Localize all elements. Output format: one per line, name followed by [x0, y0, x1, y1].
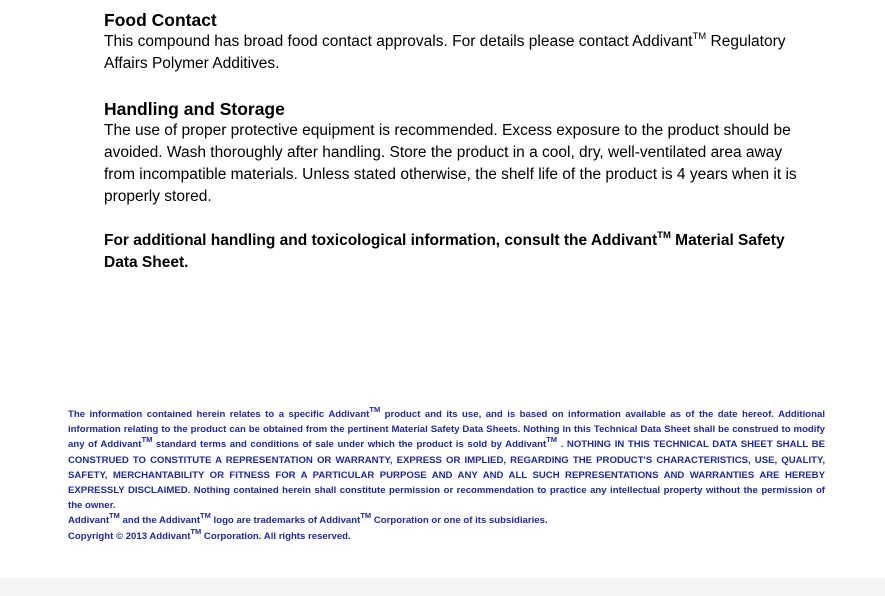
trademark-superscript: TM [657, 230, 671, 241]
disclaimer-part-a: The information contained herein relates to a specific Addivant [68, 409, 370, 420]
legal-disclaimer [68, 407, 825, 544]
food-contact-heading: Food Contact [104, 10, 217, 30]
disclaimer-part-b: product and its use, and is based on information available as of the date hereof. Additional information relating to the product can be obtained from the pertinent Material Safety Data Sheets. Nothing in this Technical Data Sheet shall be construed to modify any of Addivant [68, 409, 825, 451]
msds-note-part-1: For additional handling and toxicological information, consult the Addivant [104, 232, 658, 249]
food-contact-text-part-2: Regulatory Affairs Polymer Additives. [104, 33, 786, 72]
copyright-part-a: Copyright © 2013 Addivant [68, 530, 191, 542]
food-contact-section [104, 9, 804, 75]
msds-note-part-2: Material Safety Data Sheet. [104, 232, 785, 271]
disclaimer-paragraph [68, 407, 825, 513]
trademark-superscript: TM [200, 511, 211, 521]
trademark-part-b: and the Addivant [119, 515, 201, 527]
trademark-superscript: TM [692, 31, 707, 42]
trademark-part-c: logo are trademarks of Addivant [210, 515, 361, 527]
disclaimer-part-d: . NOTHING IN THIS TECHNICAL DATA SHEET SHALL BE CONSTRUED TO CONSTITUTE A REPRESENTATION OR WARRANTY, EXPRESS OR IMPLIED, REGARDING THE PRODUCT'S CHARACTERISTICS, USE, QUALITY, SAFETY, MERCHANTABILITY OR FITNESS FOR A PARTICULAR PURPOSE AND ANY AND ALL SUCH REPRESENTATIONS AND WARRANTIES ARE HEREBY EXPRESSLY DISCLAIMED. Nothing contained herein shall constitute permission or recommendation to practice any intellectual property without the permission of the owner. [68, 439, 826, 512]
msds-note-section [104, 230, 804, 274]
trademark-superscript: TM [109, 511, 120, 521]
trademark-part-a: Addivant [68, 515, 110, 527]
handling-storage-heading: Handling and Storage [104, 99, 285, 119]
msds-note-text [104, 230, 804, 274]
food-contact-text [104, 31, 804, 75]
disclaimer-part-c: standard terms and conditions of sale under which the product is sold by Addivant [152, 439, 547, 451]
handling-storage-text: The use of proper protective equipment is recommended. Excess exposure to the product should be avoided. Wash thoroughly after handling. Store the product in a cool, dry, well-ventilated area away from incompatible materials. Unless stated otherwise, the shelf life of the product is 4 years when it is properly stored. [104, 122, 797, 205]
trademark-superscript: TM [546, 435, 558, 445]
copyright-part-b: Corporation. All rights reserved. [201, 530, 351, 542]
trademark-part-d: Corporation or one of its subsidiaries. [371, 515, 548, 527]
trademark-superscript: TM [369, 405, 381, 414]
trademark-superscript: TM [190, 526, 202, 536]
trademark-notice [68, 513, 825, 528]
trademark-superscript: TM [360, 511, 372, 521]
handling-storage-section [104, 98, 804, 208]
copyright-notice [68, 526, 825, 544]
trademark-superscript: TM [141, 435, 153, 445]
food-contact-text-part-1: This compound has broad food contact approvals. For details please contact Addivant [104, 33, 693, 50]
